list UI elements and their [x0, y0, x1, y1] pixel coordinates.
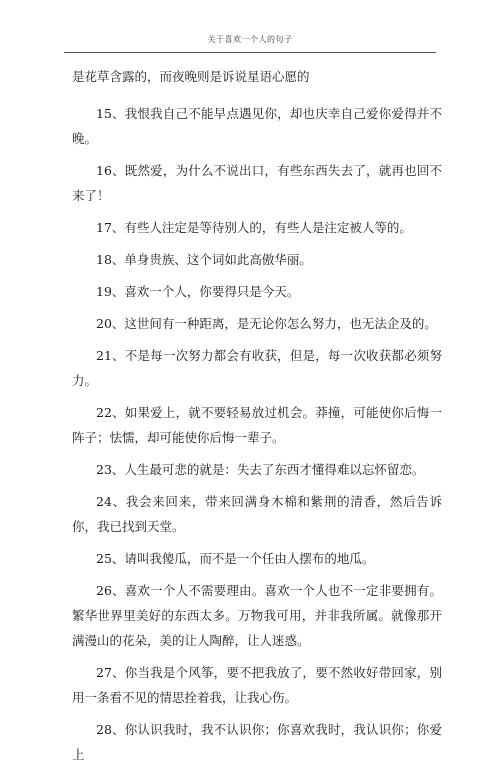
page-header	[0, 0, 500, 54]
list-item: 26、喜欢一个人不需要理由。喜欢一个人也不一定非要拥有。繁华世界里美好的东西太多。万物我可用，并非我所属。就像那开满漫山的花朵，美的让人陶醉，让人迷惑。	[72, 583, 442, 648]
list-item: 16、既然爱，为什么不说出口，有些东西失去了，就再也回不来了！	[72, 163, 442, 203]
list-item: 22、如果爱上，就不要轻易放过机会。莽撞，可能使你后悔一阵子；怯懦，却可能使你后悔一辈子。	[72, 405, 442, 445]
lead-line: 是花草含露的，而夜晚则是诉说星语心愿的	[72, 69, 310, 84]
list-item: 19、喜欢一个人，你要得只是今天。	[96, 284, 300, 299]
list-item: 20、这世间有一种距离，是无论你怎么努力，也无法企及的。	[96, 316, 437, 331]
header-divider	[64, 52, 436, 53]
list-item: 15、我恨我自己不能早点遇见你，却也庆幸自己爱你爱得并不晚。	[72, 106, 442, 146]
list-item: 27、你当我是个风筝，要不把我放了，要不然收好带回家，别用一条看不见的情思拴着我，让我心伤。	[72, 665, 442, 705]
list-item: 25、请叫我傻瓜，而不是一个任由人摆布的地瓜。	[96, 551, 375, 566]
list-item: 28、你认识我时，我不认识你；你喜欢我时，我认识你；你爱上	[72, 722, 442, 762]
list-item: 21、不是每一次努力都会有收获，但是，每一次收获都必须努力。	[72, 348, 442, 388]
document-body	[72, 64, 442, 774]
list-item: 17、有些人注定是等待别人的，有些人是注定被人等的。	[96, 220, 412, 235]
header-title: 关于喜欢一个人的句子	[207, 35, 293, 44]
list-item: 23、人生最可悲的就是：失去了东西才懂得难以忘怀留恋。	[96, 462, 425, 477]
list-item: 18、单身贵族、这个词如此高傲华丽。	[96, 252, 312, 267]
list-item: 24、我会来回来，带来回满身木棉和紫荆的清香，然后告诉你，我已找到天堂。	[72, 494, 442, 534]
